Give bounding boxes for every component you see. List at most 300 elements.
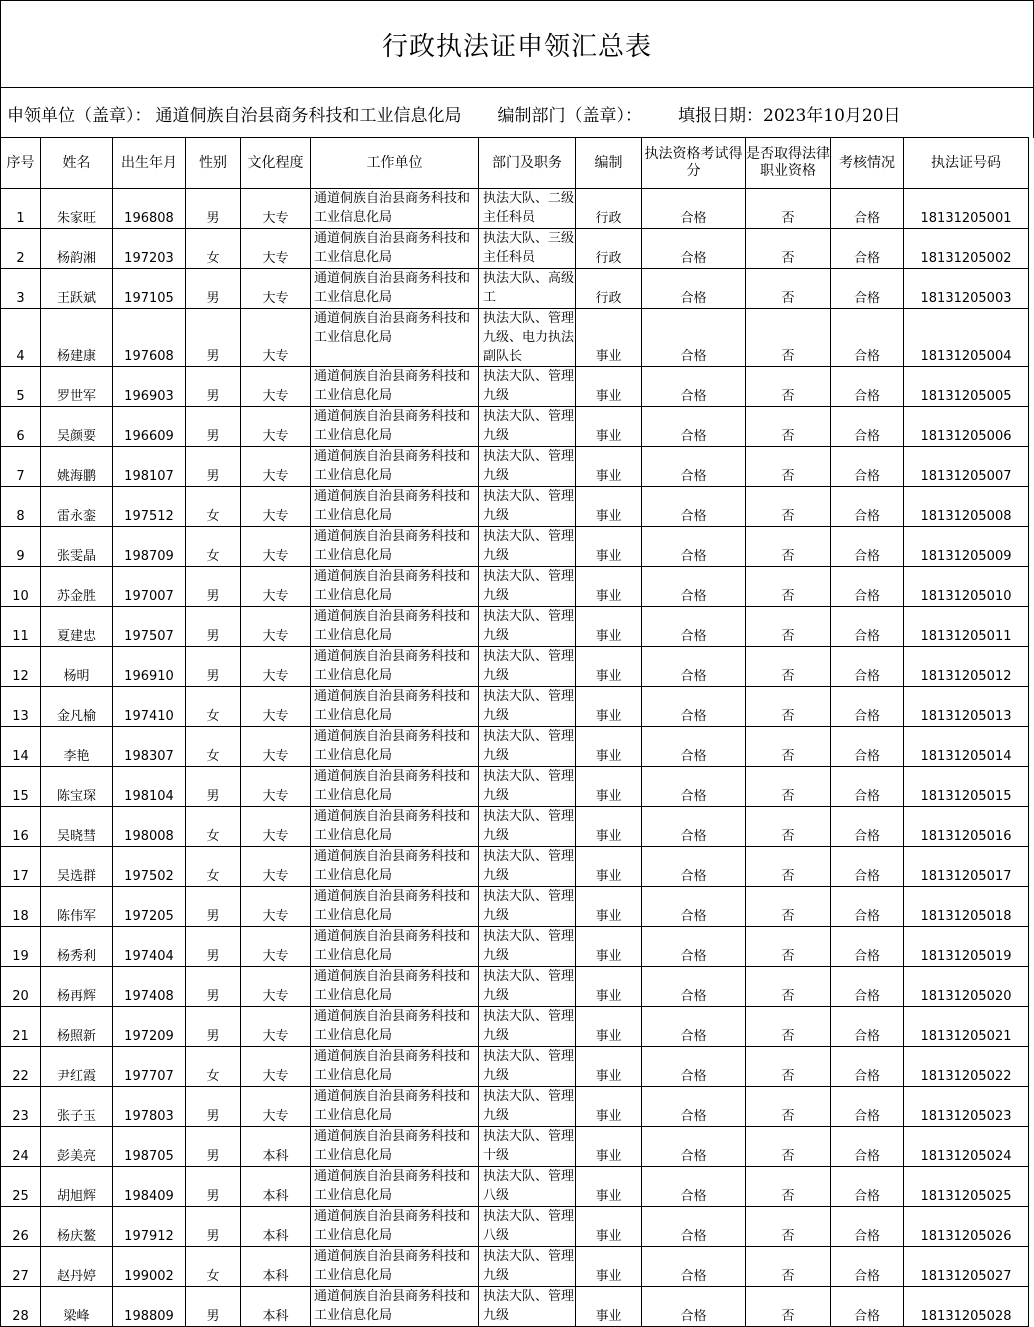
row-number: 13 [1, 687, 41, 727]
position-cell: 执法大队、管理九级、电力执法副队长 [479, 309, 576, 367]
row-number: 18 [1, 887, 41, 927]
sex-cell: 男 [186, 647, 241, 687]
staffing-cell: 事业 [576, 607, 642, 647]
table-row [1, 1127, 1029, 1167]
sex-cell: 男 [186, 189, 241, 229]
name-cell: 彭美亮 [41, 1127, 113, 1167]
work-unit-cell: 通道侗族自治县商务科技和工业信息化局 [311, 1247, 479, 1287]
education-cell: 大专 [241, 927, 311, 967]
education-cell: 本科 [241, 1287, 311, 1327]
education-cell: 大专 [241, 887, 311, 927]
birth-cell: 197707 [113, 1047, 186, 1087]
info-bar [0, 87, 1034, 138]
education-cell: 大专 [241, 687, 311, 727]
name-cell: 胡旭辉 [41, 1167, 113, 1207]
certificate-number-cell: 18131205001 [904, 189, 1029, 229]
birth-cell: 197507 [113, 607, 186, 647]
assessment-cell: 合格 [831, 1007, 904, 1047]
legal-qualification-cell: 否 [746, 309, 831, 367]
name-cell: 杨照新 [41, 1007, 113, 1047]
assessment-cell: 合格 [831, 1207, 904, 1247]
row-number: 6 [1, 407, 41, 447]
name-cell: 夏建忠 [41, 607, 113, 647]
name-cell: 雷永銮 [41, 487, 113, 527]
name-cell: 陈伟军 [41, 887, 113, 927]
certificate-number-cell: 18131205018 [904, 887, 1029, 927]
table-row [1, 727, 1029, 767]
staffing-cell: 事业 [576, 1127, 642, 1167]
assessment-cell: 合格 [831, 767, 904, 807]
header-cell: 编制 [576, 138, 642, 189]
birth-cell: 197410 [113, 687, 186, 727]
work-unit-cell: 通道侗族自治县商务科技和工业信息化局 [311, 527, 479, 567]
sex-cell: 男 [186, 269, 241, 309]
exam-result-cell: 合格 [642, 1007, 746, 1047]
work-unit-cell: 通道侗族自治县商务科技和工业信息化局 [311, 607, 479, 647]
table-row [1, 367, 1029, 407]
staffing-cell: 行政 [576, 269, 642, 309]
header-cell: 是否取得法律职业资格 [746, 138, 831, 189]
legal-qualification-cell: 否 [746, 1207, 831, 1247]
birth-cell: 198104 [113, 767, 186, 807]
assessment-cell: 合格 [831, 607, 904, 647]
legal-qualification-cell: 否 [746, 1167, 831, 1207]
assessment-cell: 合格 [831, 1247, 904, 1287]
position-cell: 执法大队、管理九级 [479, 1287, 576, 1327]
name-cell: 吴选群 [41, 847, 113, 887]
table-row [1, 847, 1029, 887]
education-cell: 大专 [241, 229, 311, 269]
education-cell: 大专 [241, 407, 311, 447]
legal-qualification-cell: 否 [746, 807, 831, 847]
exam-result-cell: 合格 [642, 447, 746, 487]
certificate-number-cell: 18131205025 [904, 1167, 1029, 1207]
certificate-number-cell: 18131205026 [904, 1207, 1029, 1247]
position-cell: 执法大队、管理九级 [479, 567, 576, 607]
assessment-cell: 合格 [831, 927, 904, 967]
exam-result-cell: 合格 [642, 967, 746, 1007]
position-cell: 执法大队、管理九级 [479, 847, 576, 887]
row-number: 28 [1, 1287, 41, 1327]
birth-cell: 197205 [113, 887, 186, 927]
name-cell: 杨明 [41, 647, 113, 687]
certificate-number-cell: 18131205016 [904, 807, 1029, 847]
education-cell: 大专 [241, 567, 311, 607]
table-row [1, 647, 1029, 687]
sex-cell: 男 [186, 1007, 241, 1047]
certificate-number-cell: 18131205021 [904, 1007, 1029, 1047]
assessment-cell: 合格 [831, 1047, 904, 1087]
work-unit-cell: 通道侗族自治县商务科技和工业信息化局 [311, 367, 479, 407]
legal-qualification-cell: 否 [746, 687, 831, 727]
exam-result-cell: 合格 [642, 1167, 746, 1207]
exam-result-cell: 合格 [642, 1047, 746, 1087]
work-unit-cell: 通道侗族自治县商务科技和工业信息化局 [311, 487, 479, 527]
header-cell: 执法资格考试得分 [642, 138, 746, 189]
education-cell: 本科 [241, 1167, 311, 1207]
row-number: 27 [1, 1247, 41, 1287]
name-cell: 杨秀利 [41, 927, 113, 967]
row-number: 19 [1, 927, 41, 967]
education-cell: 本科 [241, 1207, 311, 1247]
header-cell: 部门及职务 [479, 138, 576, 189]
legal-qualification-cell: 否 [746, 1087, 831, 1127]
exam-result-cell: 合格 [642, 1127, 746, 1167]
work-unit-cell: 通道侗族自治县商务科技和工业信息化局 [311, 847, 479, 887]
name-cell: 王跃斌 [41, 269, 113, 309]
work-unit-cell: 通道侗族自治县商务科技和工业信息化局 [311, 447, 479, 487]
exam-result-cell: 合格 [642, 189, 746, 229]
staffing-cell: 行政 [576, 229, 642, 269]
staffing-cell: 事业 [576, 927, 642, 967]
header-cell: 文化程度 [241, 138, 311, 189]
name-cell: 张子玉 [41, 1087, 113, 1127]
position-cell: 执法大队、管理十级 [479, 1127, 576, 1167]
row-number: 3 [1, 269, 41, 309]
position-cell: 执法大队、管理九级 [479, 1047, 576, 1087]
certificate-number-cell: 18131205017 [904, 847, 1029, 887]
education-cell: 本科 [241, 1247, 311, 1287]
work-unit-cell: 通道侗族自治县商务科技和工业信息化局 [311, 727, 479, 767]
exam-result-cell: 合格 [642, 487, 746, 527]
assessment-cell: 合格 [831, 567, 904, 607]
legal-qualification-cell: 否 [746, 447, 831, 487]
row-number: 23 [1, 1087, 41, 1127]
row-number: 9 [1, 527, 41, 567]
legal-qualification-cell: 否 [746, 229, 831, 269]
certificate-number-cell: 18131205015 [904, 767, 1029, 807]
row-number: 2 [1, 229, 41, 269]
exam-result-cell: 合格 [642, 269, 746, 309]
name-cell: 赵丹婷 [41, 1247, 113, 1287]
legal-qualification-cell: 否 [746, 527, 831, 567]
position-cell: 执法大队、管理八级 [479, 1207, 576, 1247]
sex-cell: 男 [186, 567, 241, 607]
sex-cell: 女 [186, 727, 241, 767]
page-title: 行政执法证申领汇总表 [0, 0, 1034, 87]
staffing-cell: 行政 [576, 189, 642, 229]
table-row [1, 1287, 1029, 1327]
legal-qualification-cell: 否 [746, 1007, 831, 1047]
education-cell: 大专 [241, 447, 311, 487]
education-cell: 大专 [241, 487, 311, 527]
exam-result-cell: 合格 [642, 229, 746, 269]
birth-cell: 198705 [113, 1127, 186, 1167]
table-row [1, 767, 1029, 807]
certificate-number-cell: 18131205012 [904, 647, 1029, 687]
name-cell: 尹红霞 [41, 1047, 113, 1087]
legal-qualification-cell: 否 [746, 367, 831, 407]
exam-result-cell: 合格 [642, 407, 746, 447]
education-cell: 大专 [241, 807, 311, 847]
assessment-cell: 合格 [831, 407, 904, 447]
certificate-number-cell: 18131205020 [904, 967, 1029, 1007]
sex-cell: 女 [186, 687, 241, 727]
row-number: 25 [1, 1167, 41, 1207]
staffing-cell: 事业 [576, 1207, 642, 1247]
name-cell: 陈宝琛 [41, 767, 113, 807]
name-cell: 吴颜要 [41, 407, 113, 447]
staffing-cell: 事业 [576, 367, 642, 407]
row-number: 16 [1, 807, 41, 847]
table-row [1, 927, 1029, 967]
legal-qualification-cell: 否 [746, 927, 831, 967]
birth-cell: 197209 [113, 1007, 186, 1047]
header-cell: 工作单位 [311, 138, 479, 189]
birth-cell: 197408 [113, 967, 186, 1007]
work-unit-cell: 通道侗族自治县商务科技和工业信息化局 [311, 927, 479, 967]
sex-cell: 男 [186, 1287, 241, 1327]
work-unit-cell: 通道侗族自治县商务科技和工业信息化局 [311, 1087, 479, 1127]
row-number: 7 [1, 447, 41, 487]
work-unit-cell: 通道侗族自治县商务科技和工业信息化局 [311, 1047, 479, 1087]
certificate-number-cell: 18131205019 [904, 927, 1029, 967]
legal-qualification-cell: 否 [746, 189, 831, 229]
work-unit-cell: 通道侗族自治县商务科技和工业信息化局 [311, 1167, 479, 1207]
work-unit-cell: 通道侗族自治县商务科技和工业信息化局 [311, 189, 479, 229]
birth-cell: 198409 [113, 1167, 186, 1207]
staffing-cell: 事业 [576, 1047, 642, 1087]
work-unit-cell: 通道侗族自治县商务科技和工业信息化局 [311, 309, 479, 367]
position-cell: 执法大队、管理九级 [479, 1007, 576, 1047]
sex-cell: 女 [186, 847, 241, 887]
sex-cell: 女 [186, 1047, 241, 1087]
assessment-cell: 合格 [831, 229, 904, 269]
table-row [1, 1207, 1029, 1247]
legal-qualification-cell: 否 [746, 1047, 831, 1087]
work-unit-cell: 通道侗族自治县商务科技和工业信息化局 [311, 567, 479, 607]
education-cell: 大专 [241, 967, 311, 1007]
position-cell: 执法大队、管理九级 [479, 487, 576, 527]
name-cell: 杨再辉 [41, 967, 113, 1007]
certificate-number-cell: 18131205022 [904, 1047, 1029, 1087]
position-cell: 执法大队、高级工 [479, 269, 576, 309]
birth-cell: 198709 [113, 527, 186, 567]
staffing-cell: 事业 [576, 1247, 642, 1287]
exam-result-cell: 合格 [642, 309, 746, 367]
certificate-number-cell: 18131205028 [904, 1287, 1029, 1327]
row-number: 4 [1, 309, 41, 367]
education-cell: 大专 [241, 269, 311, 309]
birth-cell: 198809 [113, 1287, 186, 1327]
exam-result-cell: 合格 [642, 607, 746, 647]
education-cell: 本科 [241, 1127, 311, 1167]
work-unit-cell: 通道侗族自治县商务科技和工业信息化局 [311, 967, 479, 1007]
certificate-number-cell: 18131205014 [904, 727, 1029, 767]
row-number: 26 [1, 1207, 41, 1247]
table-row [1, 189, 1029, 229]
birth-cell: 197512 [113, 487, 186, 527]
legal-qualification-cell: 否 [746, 727, 831, 767]
name-cell: 吴晓彗 [41, 807, 113, 847]
exam-result-cell: 合格 [642, 647, 746, 687]
certificate-number-cell: 18131205023 [904, 1087, 1029, 1127]
exam-result-cell: 合格 [642, 1207, 746, 1247]
assessment-cell: 合格 [831, 1287, 904, 1327]
assessment-cell: 合格 [831, 1167, 904, 1207]
exam-result-cell: 合格 [642, 567, 746, 607]
birth-cell: 198107 [113, 447, 186, 487]
name-cell: 金凡榆 [41, 687, 113, 727]
assessment-cell: 合格 [831, 807, 904, 847]
header-cell: 考核情况 [831, 138, 904, 189]
row-number: 20 [1, 967, 41, 1007]
name-cell: 梁峰 [41, 1287, 113, 1327]
work-unit-cell: 通道侗族自治县商务科技和工业信息化局 [311, 229, 479, 269]
work-unit-cell: 通道侗族自治县商务科技和工业信息化局 [311, 1207, 479, 1247]
sex-cell: 男 [186, 309, 241, 367]
work-unit-cell: 通道侗族自治县商务科技和工业信息化局 [311, 647, 479, 687]
birth-cell: 197203 [113, 229, 186, 269]
position-cell: 执法大队、管理九级 [479, 927, 576, 967]
position-cell: 执法大队、管理九级 [479, 407, 576, 447]
staffing-cell: 事业 [576, 1087, 642, 1127]
name-cell: 杨建康 [41, 309, 113, 367]
assessment-cell: 合格 [831, 367, 904, 407]
exam-result-cell: 合格 [642, 527, 746, 567]
header-cell: 执法证号码 [904, 138, 1029, 189]
table-row [1, 527, 1029, 567]
row-number: 14 [1, 727, 41, 767]
staffing-cell: 事业 [576, 847, 642, 887]
birth-cell: 197803 [113, 1087, 186, 1127]
assessment-cell: 合格 [831, 847, 904, 887]
date-value: 2023年10月20日 [763, 105, 901, 126]
name-cell: 李艳 [41, 727, 113, 767]
position-cell: 执法大队、管理九级 [479, 447, 576, 487]
birth-cell: 196910 [113, 647, 186, 687]
assessment-cell: 合格 [831, 189, 904, 229]
name-cell: 杨庆鳌 [41, 1207, 113, 1247]
assessment-cell: 合格 [831, 269, 904, 309]
exam-result-cell: 合格 [642, 1247, 746, 1287]
position-cell: 执法大队、管理九级 [479, 967, 576, 1007]
unit-label: 申领单位（盖章）： [7, 105, 152, 126]
exam-result-cell: 合格 [642, 847, 746, 887]
position-cell: 执法大队、管理九级 [479, 767, 576, 807]
row-number: 1 [1, 189, 41, 229]
assessment-cell: 合格 [831, 687, 904, 727]
staffing-cell: 事业 [576, 967, 642, 1007]
legal-qualification-cell: 否 [746, 407, 831, 447]
legal-qualification-cell: 否 [746, 487, 831, 527]
staffing-cell: 事业 [576, 1287, 642, 1327]
table-row [1, 407, 1029, 447]
certificate-number-cell: 18131205011 [904, 607, 1029, 647]
birth-cell: 197404 [113, 927, 186, 967]
staffing-cell: 事业 [576, 527, 642, 567]
certificate-number-cell: 18131205005 [904, 367, 1029, 407]
work-unit-cell: 通道侗族自治县商务科技和工业信息化局 [311, 887, 479, 927]
table-row [1, 487, 1029, 527]
sex-cell: 女 [186, 487, 241, 527]
work-unit-cell: 通道侗族自治县商务科技和工业信息化局 [311, 1127, 479, 1167]
birth-cell: 197608 [113, 309, 186, 367]
assessment-cell: 合格 [831, 1127, 904, 1167]
education-cell: 大专 [241, 847, 311, 887]
position-cell: 执法大队、管理九级 [479, 887, 576, 927]
sex-cell: 女 [186, 807, 241, 847]
education-cell: 大专 [241, 309, 311, 367]
date-label: 填报日期： [678, 105, 763, 126]
row-number: 10 [1, 567, 41, 607]
header-cell: 性别 [186, 138, 241, 189]
certificate-number-cell: 18131205013 [904, 687, 1029, 727]
legal-qualification-cell: 否 [746, 1287, 831, 1327]
certificate-number-cell: 18131205024 [904, 1127, 1029, 1167]
table-row [1, 229, 1029, 269]
legal-qualification-cell: 否 [746, 967, 831, 1007]
table-row [1, 1087, 1029, 1127]
staffing-cell: 事业 [576, 1007, 642, 1047]
row-number: 22 [1, 1047, 41, 1087]
education-cell: 大专 [241, 767, 311, 807]
header-row [1, 138, 1029, 189]
work-unit-cell: 通道侗族自治县商务科技和工业信息化局 [311, 269, 479, 309]
name-cell: 罗世军 [41, 367, 113, 407]
certificate-number-cell: 18131205008 [904, 487, 1029, 527]
sex-cell: 女 [186, 1247, 241, 1287]
position-cell: 执法大队、管理九级 [479, 1247, 576, 1287]
assessment-cell: 合格 [831, 309, 904, 367]
staffing-cell: 事业 [576, 727, 642, 767]
position-cell: 执法大队、管理九级 [479, 727, 576, 767]
legal-qualification-cell: 否 [746, 767, 831, 807]
sex-cell: 男 [186, 887, 241, 927]
table-row [1, 1047, 1029, 1087]
position-cell: 执法大队、管理九级 [479, 367, 576, 407]
table-row [1, 447, 1029, 487]
assessment-cell: 合格 [831, 527, 904, 567]
staffing-cell: 事业 [576, 309, 642, 367]
work-unit-cell: 通道侗族自治县商务科技和工业信息化局 [311, 807, 479, 847]
education-cell: 大专 [241, 367, 311, 407]
row-number: 17 [1, 847, 41, 887]
exam-result-cell: 合格 [642, 807, 746, 847]
header-cell: 出生年月 [113, 138, 186, 189]
staffing-cell: 事业 [576, 407, 642, 447]
work-unit-cell: 通道侗族自治县商务科技和工业信息化局 [311, 687, 479, 727]
legal-qualification-cell: 否 [746, 647, 831, 687]
table-row [1, 1007, 1029, 1047]
legal-qualification-cell: 否 [746, 1127, 831, 1167]
sex-cell: 男 [186, 1127, 241, 1167]
sex-cell: 男 [186, 1207, 241, 1247]
exam-result-cell: 合格 [642, 767, 746, 807]
name-cell: 杨韵湘 [41, 229, 113, 269]
birth-cell: 196808 [113, 189, 186, 229]
row-number: 5 [1, 367, 41, 407]
birth-cell: 197912 [113, 1207, 186, 1247]
certificate-number-cell: 18131205007 [904, 447, 1029, 487]
unit-value: 通道侗族自治县商务科技和工业信息化局 [155, 105, 462, 126]
staffing-cell: 事业 [576, 647, 642, 687]
exam-result-cell: 合格 [642, 887, 746, 927]
exam-result-cell: 合格 [642, 927, 746, 967]
exam-result-cell: 合格 [642, 1287, 746, 1327]
sex-cell: 男 [186, 927, 241, 967]
certificate-number-cell: 18131205004 [904, 309, 1029, 367]
position-cell: 执法大队、二级主任科员 [479, 189, 576, 229]
table-row [1, 567, 1029, 607]
birth-cell: 198008 [113, 807, 186, 847]
table-row [1, 1167, 1029, 1207]
education-cell: 大专 [241, 527, 311, 567]
assessment-cell: 合格 [831, 887, 904, 927]
education-cell: 大专 [241, 647, 311, 687]
education-cell: 大专 [241, 189, 311, 229]
birth-cell: 197502 [113, 847, 186, 887]
